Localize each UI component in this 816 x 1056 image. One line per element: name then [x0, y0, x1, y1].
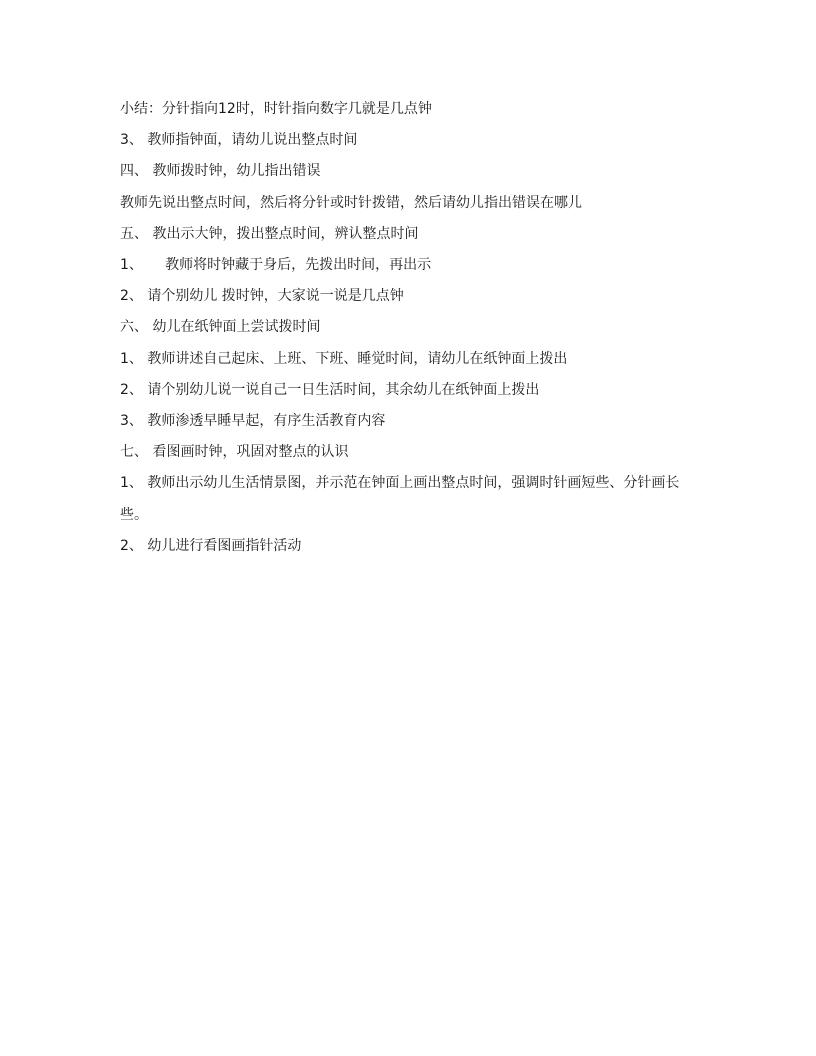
list-item: 3、 教师渗透早睡早起，有序生活教育内容 — [120, 413, 386, 430]
list-item: 3、 教师指钟面，请幼儿说出整点时间 — [120, 132, 358, 149]
list-item: 2、 幼儿进行看图画指针活动 — [120, 537, 302, 554]
section-heading-7: 七、 看图画时钟，巩固对整点的认识 — [120, 444, 349, 461]
document-body — [120, 94, 700, 562]
section-heading-4: 四、 教师拨时钟，幼儿指出错误 — [120, 163, 321, 180]
paragraph: 教师先说出整点时间，然后将分针或时针拨错，然后请幼儿指出错误在哪儿 — [120, 194, 582, 211]
section-heading-5: 五、 教出示大钟，拨出整点时间，辨认整点时间 — [120, 225, 419, 242]
list-item: 1、 教师讲述自己起床、上班、下班、睡觉时间，请幼儿在纸钟面上拨出 — [120, 350, 568, 367]
list-item: 1、 教师将时钟藏于身后，先拨出时间，再出示 — [120, 257, 432, 274]
list-item: 1、 教师出示幼儿生活情景图，并示范在钟面上画出整点时间，强调时针画短些、分针画长些。 — [120, 475, 680, 523]
section-heading-6: 六、 幼儿在纸钟面上尝试拨时间 — [120, 319, 321, 336]
list-item: 2、 请个别幼儿说一说自己一日生活时间，其余幼儿在纸钟面上拨出 — [120, 381, 540, 398]
list-item: 2、 请个别幼儿 拨时钟，大家说一说是几点钟 — [120, 288, 404, 305]
summary-line: 小结：分针指向12时，时针指向数字几就是几点钟 — [120, 101, 432, 117]
